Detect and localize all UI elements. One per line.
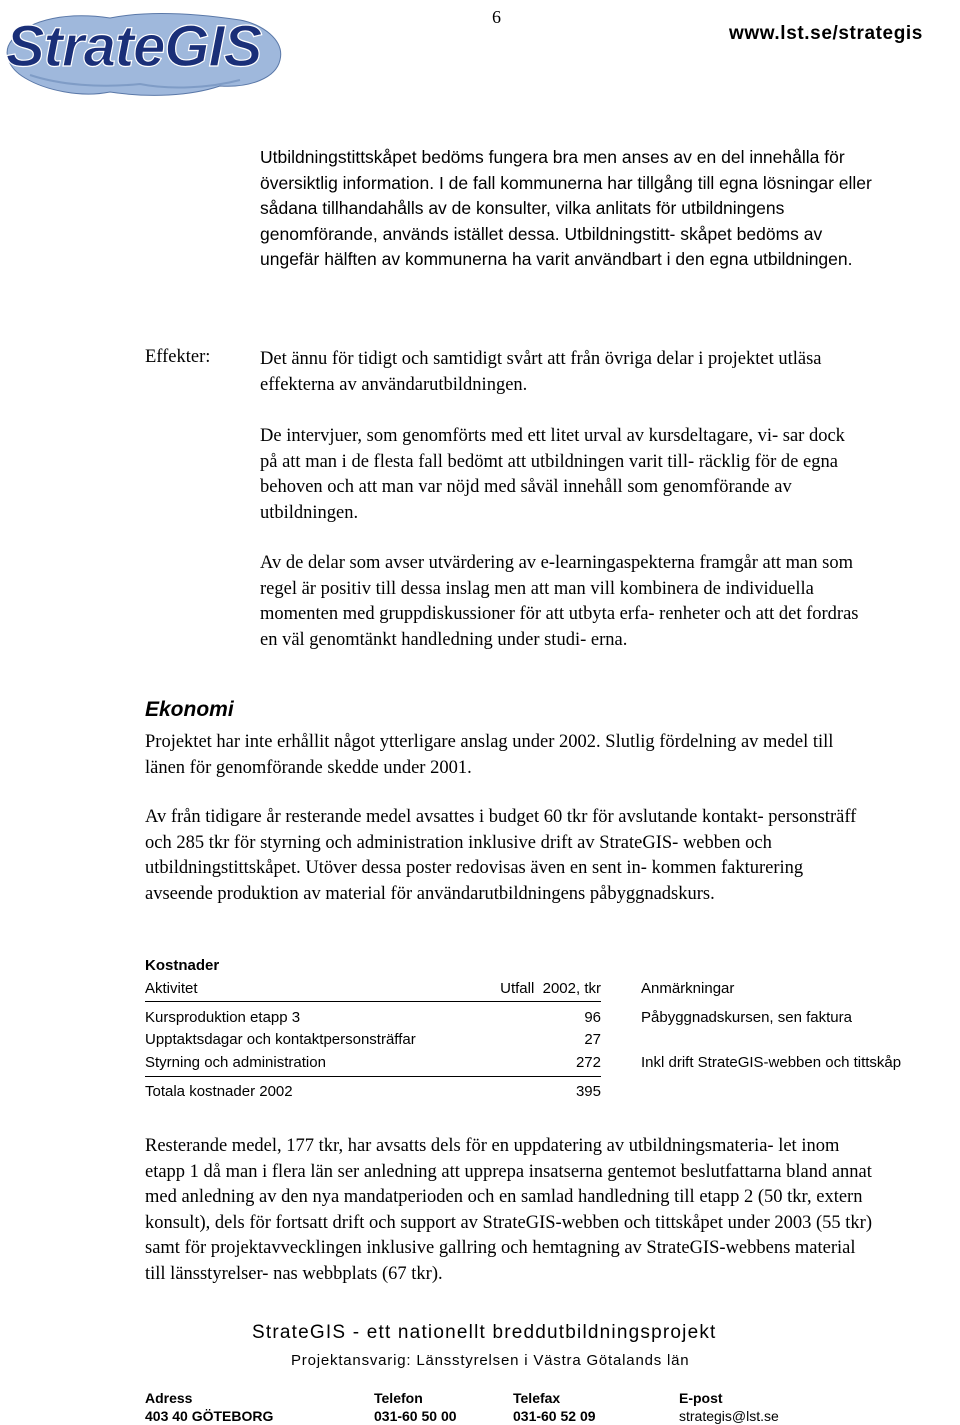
total-rule: [145, 1076, 601, 1077]
total-value: 395: [575, 1083, 601, 1100]
header-rule: [145, 1001, 601, 1002]
column-header-aktivitet: Aktivitet: [145, 980, 198, 997]
effekter-paragraph-1: Det ännu för tidigt och samtidigt svårt att från övriga delar i projektet utläsa effekterna av användarutbildningen.: [260, 349, 822, 395]
footer-title: StrateGIS - ett nationellt breddutbildningsprojekt: [252, 1322, 717, 1343]
website-link[interactable]: www.lst.se/strategis: [729, 23, 923, 44]
effekter-label: Effekter:: [145, 347, 211, 367]
footer-email-value[interactable]: strategis@lst.se: [679, 1408, 779, 1424]
column-header-anmarkningar: Anmärkningar: [641, 980, 735, 997]
total-label: Totala kostnader 2002: [145, 1083, 293, 1100]
effekter-paragraph-2: De intervjuer, som genomförts med ett litet urval av kursdeltagare, vi- sar dock på att man i de flesta fall bedömt att utbildningen varit till- räcklig för de egna behoven och att man var nöjd med såväl innehåll som genomförande av utbildningen.: [260, 426, 845, 523]
footer-address-label: Adress: [145, 1390, 193, 1406]
column-header-utfall: Utfall 2002, tkr: [500, 980, 601, 997]
footer-subtitle: Projektansvarig: Länsstyrelsen i Västra Götalands län: [291, 1352, 690, 1369]
row-activity: Kursproduktion etapp 3: [145, 1009, 301, 1026]
row-note: Påbyggnadskursen, sen faktura: [641, 1009, 852, 1026]
ekonomi-heading: Ekonomi: [145, 698, 234, 721]
intro-paragraph: Utbildningstittskåpet bedöms fungera bra men anses av en del innehålla för översiktlig information. I de fall kommunerna har tillgång till egna lösningar eller sådana tillhandahålls av de konsulter, vilka anlitats för utbildningens genomförande, används istället dessa. Utbildningstitt- skåpet bedöms av ungefär hälften av kommunerna ha varit användbart i den egna utbildningen.: [260, 147, 872, 269]
ekonomi-paragraph-1: Projektet har inte erhållit något ytterligare anslag under 2002. Slutlig fördelning av medel till länen för genomförande skedde under 2001.: [145, 732, 834, 778]
logo-text: StrateGIS: [6, 14, 262, 79]
strategis-logo: [0, 0, 290, 105]
row-note: Inkl drift StrateGIS-webben och tittskåp: [641, 1054, 902, 1071]
row-value: 272: [575, 1054, 601, 1071]
footer-fax-label: Telefax: [513, 1390, 561, 1406]
effekter-paragraph-3: Av de delar som avser utvärdering av e-learningaspekterna framgår att man som regel är positiv till dessa inslag men att man vill kombinera de individuella momenten med gruppdiskussioner för att utbyta erfa- renheter och att det fordras en väl genomtänkt handledning under studi- erna.: [260, 553, 859, 650]
footer-fax-value: 031-60 52 09: [513, 1408, 596, 1424]
row-activity: Styrning och administration: [145, 1054, 326, 1071]
footer-phone-label: Telefon: [374, 1390, 423, 1406]
footer-phone-value: 031-60 50 00: [374, 1408, 457, 1424]
map-logo-icon: [0, 0, 290, 105]
ekonomi-paragraph-2: Av från tidigare år resterande medel avsattes i budget 60 tkr för avslutande kontakt- personsträff och 285 tkr för styrning och administration inklusive drift av StrateGIS- webben och utbildningstittskåpet. Utöver dessa poster redovisas även en sent in- kommen fakturering avseende produktion av material för användarutbildningens påbyggnadskurs.: [145, 807, 857, 904]
row-value: 96: [584, 1009, 601, 1026]
footer-address-value: 403 40 GÖTEBORG: [145, 1408, 274, 1424]
row-value: 27: [584, 1031, 601, 1048]
row-activity: Upptaktsdagar och kontaktpersonsträffar: [145, 1031, 416, 1048]
page-number: 6: [492, 7, 501, 27]
closing-paragraph: Resterande medel, 177 tkr, har avsatts dels för en uppdatering av utbildningsmateria- let inom etapp 1 då man i flera län ser anledning att upprepa insatserna gentemot beslutfattarna bland annat med anledning av den nya mandatperioden och en samlad handledning till etapp 2 (50 tkr, extern konsult), dels för fortsatt drift och support av StrateGIS-webben och tittskåpet under 2003 (55 tkr) samt för projektavvecklingen inklusive gallring och hemtagning av StrateGIS-webbens material till länsstyrelser- nas webbplats (67 tkr).: [145, 1136, 872, 1284]
table-title: Kostnader: [145, 957, 220, 974]
footer-email-label: E-post: [679, 1390, 723, 1406]
